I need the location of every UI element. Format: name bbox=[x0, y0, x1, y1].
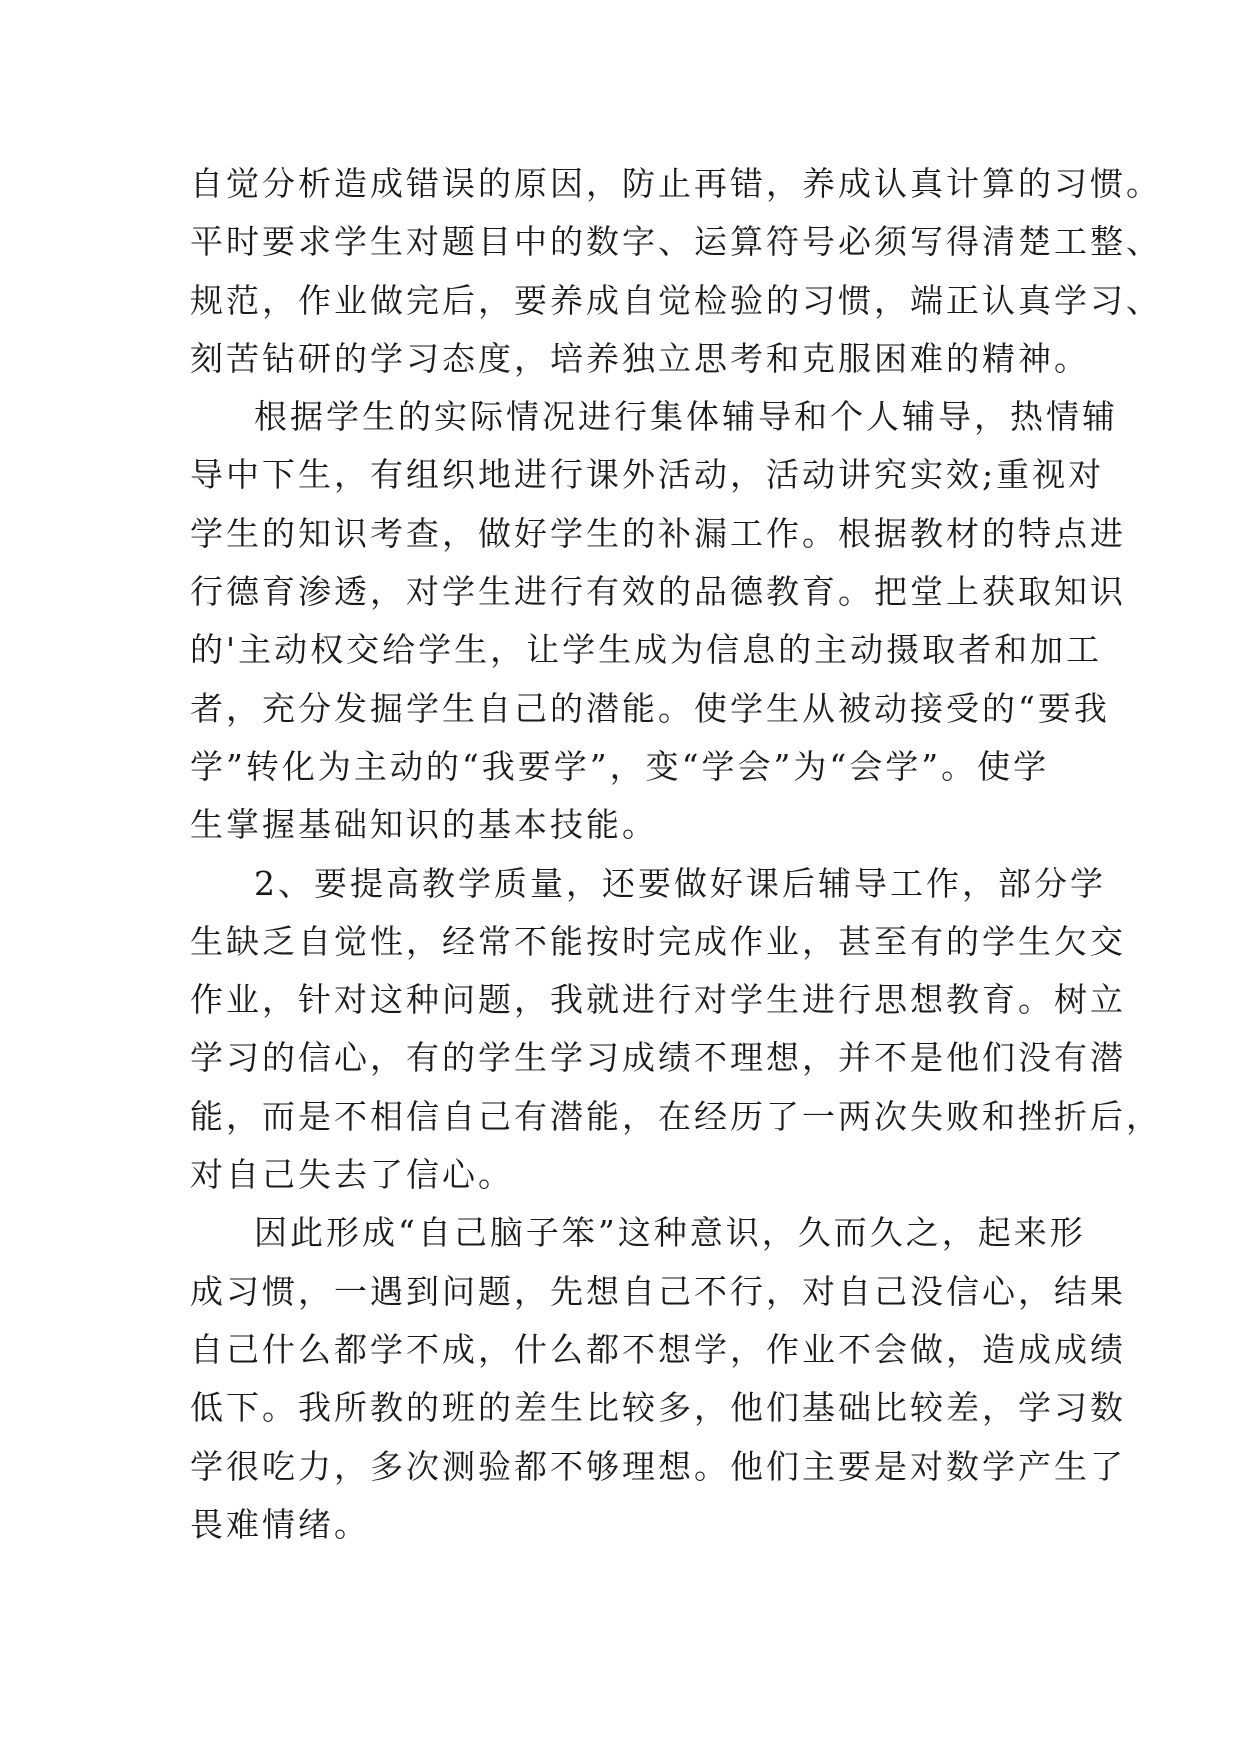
text-line: 生缺乏自觉性，经常不能按时完成作业，甚至有的学生欠交 bbox=[190, 921, 1126, 961]
text-line: 畏难情绪。 bbox=[190, 1504, 370, 1544]
paragraph-first-line: 因此形成“自己脑子笨”这种意识，久而久之，起来形 bbox=[254, 1213, 1086, 1253]
text-line: 平时要求学生对题目中的数字、运算符号必须写得清楚工整、 bbox=[190, 222, 1162, 262]
text-line: 低下。我所教的班的差生比较多，他们基础比较差，学习数 bbox=[190, 1388, 1126, 1428]
text-line: 学生的知识考查，做好学生的补漏工作。根据教材的特点进 bbox=[190, 513, 1126, 553]
text-line: 学”转化为主动的“我要学”，变“学会”为“会学”。使学 bbox=[190, 746, 1050, 786]
text-line: 学很吃力，多次测验都不够理想。他们主要是对数学产生了 bbox=[190, 1446, 1126, 1486]
text-line: 自觉分析造成错误的原因，防止再错，养成认真计算的习惯。 bbox=[190, 164, 1162, 203]
text-line: 成习惯，一遇到问题，先想自己不行，对自己没信心，结果 bbox=[190, 1271, 1126, 1311]
document-body bbox=[190, 155, 1162, 1554]
text-line: 规范，作业做完后，要养成自觉检验的习惯，端正认真学习、 bbox=[190, 280, 1162, 320]
text-line: 刻苦钻研的学习态度，培养独立思考和克服困难的精神。 bbox=[190, 338, 1090, 378]
paragraph-first-line: 根据学生的实际情况进行集体辅导和个人辅导，热情辅 bbox=[254, 397, 1118, 437]
text-line: 学习的信心，有的学生学习成绩不理想，并不是他们没有潜 bbox=[190, 1038, 1126, 1078]
text-line: 行德育渗透，对学生进行有效的品德教育。把堂上获取知识 bbox=[190, 572, 1126, 612]
text-line: 作业，针对这种问题，我就进行对学生进行思想教育。树立 bbox=[190, 980, 1126, 1020]
text-line: 的'主动权交给学生，让学生成为信息的主动摄取者和加工 bbox=[190, 630, 1103, 670]
paragraph-first-line: 2、要提高教学质量，还要做好课后辅导工作，部分学 bbox=[254, 863, 1106, 903]
text-line: 自己什么都学不成，什么都不想学，作业不会做，造成成绩 bbox=[190, 1329, 1126, 1369]
text-line: 导中下生，有组织地进行课外活动，活动讲究实效;重视对 bbox=[190, 455, 1105, 495]
text-line: 者，充分发掘学生自己的潜能。使学生从被动接受的“要我 bbox=[190, 688, 1110, 728]
text-line: 对自己失去了信心。 bbox=[190, 1155, 514, 1195]
text-line: 生掌握基础知识的基本技能。 bbox=[190, 805, 658, 845]
text-line: 能，而是不相信自己有潜能，在经历了一两次失败和挫折后， bbox=[190, 1096, 1162, 1136]
